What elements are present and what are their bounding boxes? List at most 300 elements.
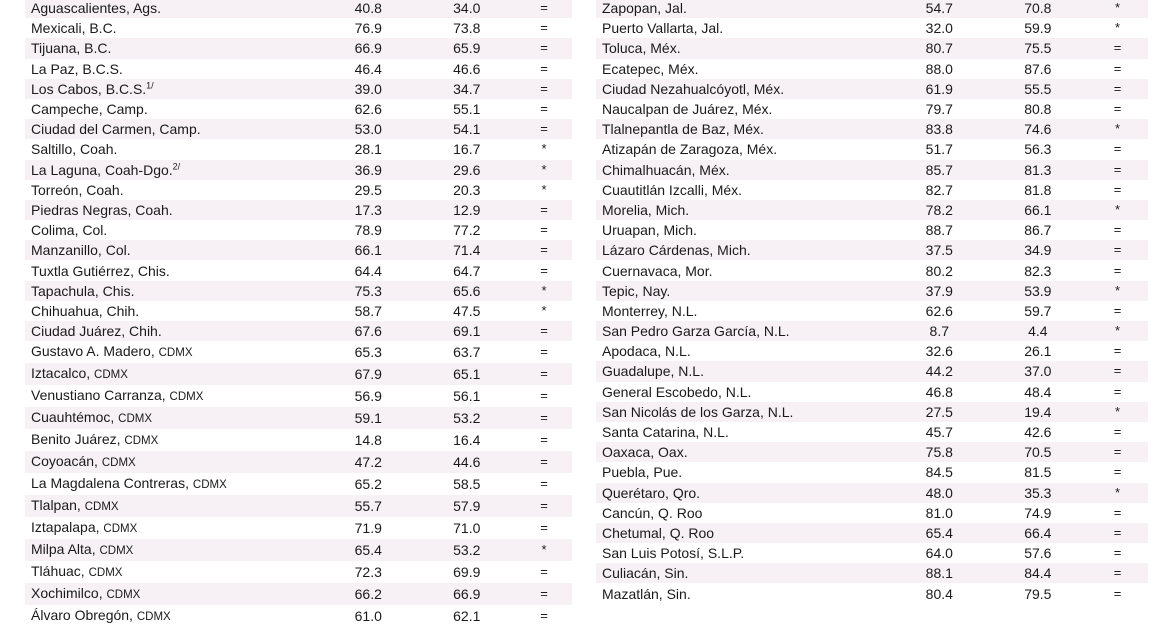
city-name: Aguascalientes, Ags. <box>31 0 161 17</box>
city-name: Tlalpan, <box>31 497 81 514</box>
table-row <box>25 99 572 119</box>
value-cell-1: 65.4 <box>319 539 417 561</box>
city-cell <box>25 180 319 200</box>
value-cell-2: 42.6 <box>989 422 1088 442</box>
value-cell-1: 72.3 <box>319 561 417 583</box>
right-data-table <box>596 0 1148 604</box>
value-cell-1: 64.0 <box>890 543 989 563</box>
value-cell-2: 19.4 <box>989 402 1088 422</box>
value-cell-2: 35.3 <box>989 483 1088 503</box>
significance-cell: = <box>1087 563 1148 583</box>
city-cell: Querétaro, Qro. <box>596 483 890 503</box>
value-cell-2: 65.9 <box>418 38 516 58</box>
city-cell: Tepic, Nay. <box>596 281 890 301</box>
table-row <box>25 605 572 627</box>
table-row <box>25 451 572 473</box>
value-cell-2: 34.0 <box>418 0 516 18</box>
table-row <box>25 240 572 260</box>
table-row <box>596 583 1148 603</box>
city-name: Milpa Alta, <box>31 541 96 558</box>
significance-cell: = <box>516 59 572 79</box>
value-cell-2: 34.7 <box>418 79 516 99</box>
value-cell-2: 81.3 <box>989 160 1088 180</box>
table-row <box>25 517 572 539</box>
city-name: Ciudad Juárez, Chih. <box>31 323 162 340</box>
table-row <box>25 407 572 429</box>
value-cell-1: 54.7 <box>890 0 989 18</box>
city-cell: Guadalupe, N.L. <box>596 361 890 381</box>
city-cell: Apodaca, N.L. <box>596 341 890 361</box>
city-name: Álvaro Obregón, <box>31 607 133 624</box>
value-cell-1: 75.3 <box>319 281 417 301</box>
city-suffix: CDMX <box>124 435 159 448</box>
city-cell <box>25 79 319 99</box>
value-cell-1: 81.0 <box>890 503 989 523</box>
city-name: Iztacalco, <box>31 365 91 382</box>
value-cell-1: 37.5 <box>890 240 989 260</box>
significance-cell: = <box>516 583 572 605</box>
value-cell-2: 84.4 <box>989 563 1088 583</box>
significance-cell: = <box>1087 180 1148 200</box>
value-cell-1: 55.7 <box>319 495 417 517</box>
significance-cell: * <box>1087 119 1148 139</box>
city-cell: Chimalhuacán, Méx. <box>596 160 890 180</box>
value-cell-1: 44.2 <box>890 361 989 381</box>
city-cell: Puebla, Pue. <box>596 462 890 482</box>
table-row <box>25 38 572 58</box>
value-cell-2: 4.4 <box>989 321 1088 341</box>
city-name: Tuxtla Gutiérrez, Chis. <box>31 262 170 279</box>
table-row <box>596 301 1148 321</box>
significance-cell: = <box>1087 38 1148 58</box>
city-name: Venustiano Carranza, <box>31 387 166 404</box>
footnote-marker: 2/ <box>172 160 181 171</box>
city-suffix: CDMX <box>99 545 134 558</box>
value-cell-1: 88.0 <box>890 59 989 79</box>
city-name: Tijuana, B.C. <box>31 40 112 57</box>
table-row <box>596 462 1148 482</box>
table-row <box>596 0 1148 18</box>
value-cell-2: 71.4 <box>418 240 516 260</box>
table-row <box>596 281 1148 301</box>
value-cell-2: 65.6 <box>418 281 516 301</box>
value-cell-2: 55.5 <box>989 79 1088 99</box>
value-cell-2: 53.2 <box>418 539 516 561</box>
table-row <box>596 422 1148 442</box>
city-cell <box>25 139 319 159</box>
value-cell-2: 57.6 <box>989 543 1088 563</box>
city-cell: San Nicolás de los Garza, N.L. <box>596 402 890 422</box>
value-cell-2: 70.5 <box>989 442 1088 462</box>
table-row <box>596 180 1148 200</box>
city-cell: Morelia, Mich. <box>596 200 890 220</box>
value-cell-2: 58.5 <box>418 473 516 495</box>
city-name: La Paz, B.C.S. <box>31 60 123 77</box>
value-cell-2: 79.5 <box>989 583 1088 603</box>
city-name: Saltillo, Coah. <box>31 141 118 158</box>
significance-cell: = <box>1087 422 1148 442</box>
value-cell-2: 56.3 <box>989 139 1088 159</box>
table-row <box>596 382 1148 402</box>
city-suffix: CDMX <box>94 369 128 382</box>
table-row <box>25 220 572 240</box>
value-cell-2: 65.1 <box>418 363 516 385</box>
city-cell <box>25 220 319 240</box>
city-name: Los Cabos, B.C.S. <box>31 80 147 97</box>
table-row <box>25 0 572 18</box>
table-row <box>25 160 572 180</box>
significance-cell: = <box>516 451 572 473</box>
city-name: Mexicali, B.C. <box>31 20 117 37</box>
city-name: Piedras Negras, Coah. <box>31 201 173 218</box>
significance-cell: = <box>516 429 572 451</box>
table-row <box>25 321 572 341</box>
value-cell-2: 71.0 <box>418 517 516 539</box>
table-row <box>596 38 1148 58</box>
significance-cell: = <box>516 240 572 260</box>
value-cell-1: 65.2 <box>319 473 417 495</box>
value-cell-1: 53.0 <box>319 119 417 139</box>
table-row <box>25 341 572 363</box>
city-cell <box>25 38 319 58</box>
value-cell-1: 32.6 <box>890 341 989 361</box>
table-row <box>596 361 1148 381</box>
significance-cell: = <box>516 200 572 220</box>
footnote-marker: 1/ <box>146 80 154 91</box>
city-cell: Puerto Vallarta, Jal. <box>596 18 890 38</box>
value-cell-1: 80.7 <box>890 38 989 58</box>
value-cell-1: 61.9 <box>890 79 989 99</box>
value-cell-2: 59.7 <box>989 301 1088 321</box>
city-cell <box>25 341 319 363</box>
significance-cell: = <box>1087 301 1148 321</box>
value-cell-2: 29.6 <box>418 160 516 180</box>
city-name: Torreón, Coah. <box>31 181 124 198</box>
significance-cell: = <box>1087 543 1148 563</box>
value-cell-1: 46.4 <box>319 59 417 79</box>
right-table-body <box>596 0 1148 604</box>
value-cell-1: 78.9 <box>319 220 417 240</box>
significance-cell: = <box>516 341 572 363</box>
significance-cell: = <box>516 260 572 280</box>
city-cell: Ciudad Nezahualcóyotl, Méx. <box>596 79 890 99</box>
city-suffix: CDMX <box>192 479 227 492</box>
significance-cell: = <box>1087 240 1148 260</box>
value-cell-1: 17.3 <box>319 200 417 220</box>
significance-cell: = <box>516 385 572 407</box>
city-name: Benito Juárez, <box>31 431 121 448</box>
city-name: Gustavo A. Madero, <box>31 343 155 360</box>
value-cell-2: 12.9 <box>418 200 516 220</box>
value-cell-2: 20.3 <box>418 180 516 200</box>
significance-cell: = <box>516 0 572 18</box>
value-cell-1: 36.9 <box>319 160 417 180</box>
value-cell-2: 53.2 <box>418 407 516 429</box>
value-cell-2: 81.8 <box>989 180 1088 200</box>
value-cell-2: 70.8 <box>989 0 1088 18</box>
significance-cell: = <box>516 605 572 627</box>
value-cell-1: 14.8 <box>319 429 417 451</box>
value-cell-2: 69.9 <box>418 561 516 583</box>
significance-cell: = <box>1087 59 1148 79</box>
value-cell-1: 32.0 <box>890 18 989 38</box>
table-row <box>25 429 572 451</box>
table-row <box>596 18 1148 38</box>
value-cell-2: 59.9 <box>989 18 1088 38</box>
significance-cell: = <box>516 363 572 385</box>
table-row <box>596 139 1148 159</box>
value-cell-2: 74.6 <box>989 119 1088 139</box>
city-cell <box>25 451 319 473</box>
value-cell-2: 57.9 <box>418 495 516 517</box>
value-cell-1: 8.7 <box>890 321 989 341</box>
value-cell-2: 26.1 <box>989 341 1088 361</box>
significance-cell: * <box>1087 0 1148 18</box>
table-row <box>596 160 1148 180</box>
city-name: Chihuahua, Chih. <box>31 302 140 319</box>
value-cell-1: 88.1 <box>890 563 989 583</box>
significance-cell: * <box>516 139 572 159</box>
significance-cell: = <box>1087 341 1148 361</box>
city-cell: Cuernavaca, Mor. <box>596 260 890 280</box>
significance-cell: * <box>1087 200 1148 220</box>
city-cell <box>25 495 319 517</box>
value-cell-2: 66.4 <box>989 523 1088 543</box>
city-suffix: CDMX <box>136 611 171 624</box>
significance-cell: * <box>516 160 572 180</box>
table-row <box>25 473 572 495</box>
significance-cell: = <box>516 407 572 429</box>
city-cell <box>25 407 319 429</box>
value-cell-1: 78.2 <box>890 200 989 220</box>
table-row <box>596 503 1148 523</box>
city-cell: Zapopan, Jal. <box>596 0 890 18</box>
value-cell-2: 44.6 <box>418 451 516 473</box>
significance-cell: = <box>1087 260 1148 280</box>
city-name: La Magdalena Contreras, <box>31 475 189 492</box>
city-name: Tapachula, Chis. <box>31 282 135 299</box>
city-name: Coyoacán, <box>31 453 98 470</box>
value-cell-2: 66.1 <box>989 200 1088 220</box>
table-row <box>596 543 1148 563</box>
value-cell-1: 45.7 <box>890 422 989 442</box>
significance-cell: = <box>516 79 572 99</box>
significance-cell: = <box>1087 523 1148 543</box>
city-cell <box>25 59 319 79</box>
city-cell: Oaxaca, Oax. <box>596 442 890 462</box>
table-row <box>25 583 572 605</box>
value-cell-1: 62.6 <box>890 301 989 321</box>
value-cell-1: 84.5 <box>890 462 989 482</box>
city-suffix: CDMX <box>169 391 204 404</box>
value-cell-1: 48.0 <box>890 483 989 503</box>
city-name: Tláhuac, <box>31 563 85 580</box>
significance-cell: = <box>1087 220 1148 240</box>
city-name: La Laguna, Coah-Dgo. <box>31 161 173 178</box>
value-cell-1: 88.7 <box>890 220 989 240</box>
city-name: Cuauhtémoc, <box>31 409 115 426</box>
city-cell <box>25 99 319 119</box>
table-row <box>25 18 572 38</box>
city-name: Xochimilco, <box>31 585 103 602</box>
significance-cell: = <box>1087 79 1148 99</box>
significance-cell: = <box>1087 442 1148 462</box>
significance-cell: * <box>1087 402 1148 422</box>
city-name: Colima, Col. <box>31 222 108 239</box>
value-cell-1: 62.6 <box>319 99 417 119</box>
table-row <box>596 321 1148 341</box>
value-cell-1: 46.8 <box>890 382 989 402</box>
value-cell-1: 85.7 <box>890 160 989 180</box>
city-cell <box>25 119 319 139</box>
value-cell-1: 66.9 <box>319 38 417 58</box>
significance-cell: = <box>516 99 572 119</box>
value-cell-2: 54.1 <box>418 119 516 139</box>
city-cell <box>25 583 319 605</box>
table-row <box>25 260 572 280</box>
city-cell: Santa Catarina, N.L. <box>596 422 890 442</box>
value-cell-2: 64.7 <box>418 260 516 280</box>
value-cell-2: 87.6 <box>989 59 1088 79</box>
significance-cell: = <box>516 495 572 517</box>
value-cell-2: 56.1 <box>418 385 516 407</box>
significance-cell: * <box>1087 281 1148 301</box>
significance-cell: * <box>1087 483 1148 503</box>
table-row <box>25 539 572 561</box>
table-row <box>596 200 1148 220</box>
value-cell-2: 55.1 <box>418 99 516 119</box>
city-cell <box>25 539 319 561</box>
significance-cell: * <box>516 301 572 321</box>
value-cell-1: 27.5 <box>890 402 989 422</box>
significance-cell: * <box>1087 321 1148 341</box>
value-cell-1: 76.9 <box>319 18 417 38</box>
value-cell-1: 56.9 <box>319 385 417 407</box>
city-cell <box>25 18 319 38</box>
left-table-body <box>25 0 572 627</box>
city-name: Manzanillo, Col. <box>31 242 131 259</box>
city-suffix: CDMX <box>84 501 119 514</box>
significance-cell: = <box>516 38 572 58</box>
value-cell-2: 75.5 <box>989 38 1088 58</box>
value-cell-2: 74.9 <box>989 503 1088 523</box>
value-cell-2: 66.9 <box>418 583 516 605</box>
city-cell: Cuautitlán Izcalli, Méx. <box>596 180 890 200</box>
significance-cell: = <box>516 18 572 38</box>
value-cell-1: 64.4 <box>319 260 417 280</box>
value-cell-1: 37.9 <box>890 281 989 301</box>
city-cell: Monterrey, N.L. <box>596 301 890 321</box>
city-cell <box>25 561 319 583</box>
significance-cell: * <box>516 180 572 200</box>
significance-cell: = <box>1087 139 1148 159</box>
value-cell-2: 48.4 <box>989 382 1088 402</box>
table-row <box>596 442 1148 462</box>
value-cell-2: 81.5 <box>989 462 1088 482</box>
significance-cell: = <box>1087 382 1148 402</box>
city-cell: Uruapan, Mich. <box>596 220 890 240</box>
value-cell-1: 58.7 <box>319 301 417 321</box>
table-row <box>596 220 1148 240</box>
value-cell-2: 86.7 <box>989 220 1088 240</box>
table-row <box>596 99 1148 119</box>
value-cell-1: 65.4 <box>890 523 989 543</box>
city-cell <box>25 473 319 495</box>
table-row <box>25 139 572 159</box>
table-row <box>25 363 572 385</box>
city-cell: Mazatlán, Sin. <box>596 583 890 603</box>
table-row <box>596 341 1148 361</box>
value-cell-2: 82.3 <box>989 260 1088 280</box>
value-cell-1: 71.9 <box>319 517 417 539</box>
significance-cell: * <box>1087 18 1148 38</box>
city-cell <box>25 200 319 220</box>
city-cell: Naucalpan de Juárez, Méx. <box>596 99 890 119</box>
significance-cell: = <box>1087 462 1148 482</box>
table-row <box>25 301 572 321</box>
significance-cell: * <box>516 281 572 301</box>
value-cell-2: 16.4 <box>418 429 516 451</box>
left-data-table <box>25 0 572 627</box>
city-cell <box>25 240 319 260</box>
value-cell-2: 37.0 <box>989 361 1088 381</box>
table-row <box>25 281 572 301</box>
value-cell-1: 83.8 <box>890 119 989 139</box>
significance-cell: = <box>516 517 572 539</box>
city-cell: Cancún, Q. Roo <box>596 503 890 523</box>
city-cell: Atizapán de Zaragoza, Méx. <box>596 139 890 159</box>
city-cell <box>25 429 319 451</box>
value-cell-1: 66.1 <box>319 240 417 260</box>
table-row <box>25 385 572 407</box>
value-cell-2: 34.9 <box>989 240 1088 260</box>
table-row <box>596 240 1148 260</box>
table-row <box>25 200 572 220</box>
value-cell-1: 39.0 <box>319 79 417 99</box>
city-cell: Culiacán, Sin. <box>596 563 890 583</box>
value-cell-1: 59.1 <box>319 407 417 429</box>
city-name: Iztapalapa, <box>31 519 100 536</box>
table-row <box>25 495 572 517</box>
significance-cell: = <box>1087 583 1148 603</box>
value-cell-1: 82.7 <box>890 180 989 200</box>
city-cell: Lázaro Cárdenas, Mich. <box>596 240 890 260</box>
table-row <box>596 563 1148 583</box>
city-cell: San Luis Potosí, S.L.P. <box>596 543 890 563</box>
value-cell-1: 28.1 <box>319 139 417 159</box>
value-cell-2: 53.9 <box>989 281 1088 301</box>
value-cell-2: 69.1 <box>418 321 516 341</box>
city-suffix: CDMX <box>88 567 123 580</box>
city-suffix: CDMX <box>103 523 138 536</box>
city-cell <box>25 160 319 180</box>
city-suffix: CDMX <box>158 347 193 360</box>
city-suffix: CDMX <box>106 589 141 602</box>
significance-cell: = <box>1087 361 1148 381</box>
value-cell-2: 47.5 <box>418 301 516 321</box>
city-cell: Tlalnepantla de Baz, Méx. <box>596 119 890 139</box>
value-cell-1: 29.5 <box>319 180 417 200</box>
value-cell-1: 80.2 <box>890 260 989 280</box>
table-row <box>596 59 1148 79</box>
value-cell-2: 77.2 <box>418 220 516 240</box>
significance-cell: = <box>1087 99 1148 119</box>
value-cell-2: 62.1 <box>418 605 516 627</box>
city-cell <box>25 260 319 280</box>
value-cell-1: 47.2 <box>319 451 417 473</box>
table-row <box>596 402 1148 422</box>
city-cell: Chetumal, Q. Roo <box>596 523 890 543</box>
